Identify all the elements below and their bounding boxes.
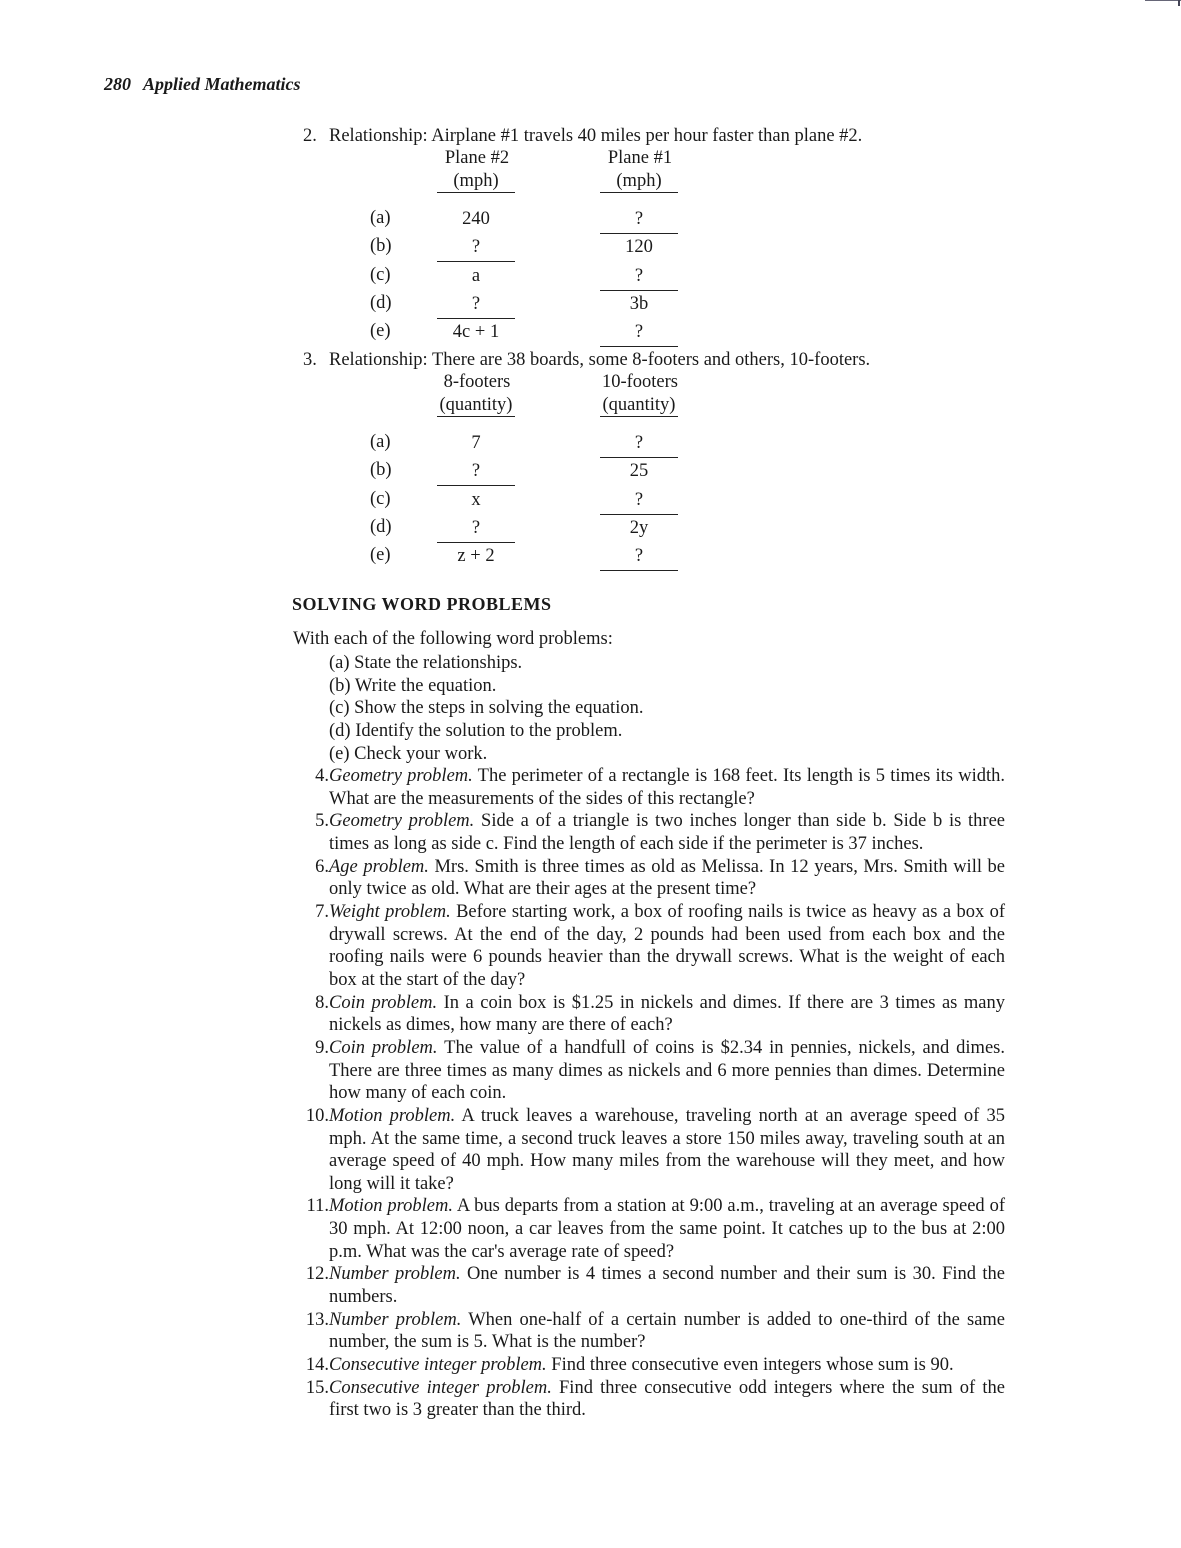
steps-list bbox=[329, 652, 643, 766]
problem-number: 14. bbox=[305, 1355, 329, 1376]
problem-body: Before starting work, a box of roofing nails is twice as heavy as a box of drywall screws. At the end of the day, 2 pounds had been used from each box and the roofing nails were 6 pounds heavier than the drywall screws. What is the weight of each box at the start of the day? bbox=[329, 901, 1005, 990]
column-1-value: 4c + 1 bbox=[452, 322, 500, 343]
problem-type: Weight problem. bbox=[329, 901, 451, 922]
problem-text bbox=[329, 765, 1005, 810]
column-1-value: ? bbox=[437, 517, 515, 543]
problem-text bbox=[329, 901, 1005, 992]
row-label: (a) bbox=[370, 432, 391, 452]
problem-body: Find three consecutive odd integers where the sum of the first two is 3 greater than the third. bbox=[329, 1377, 1005, 1421]
problem-body: Side a of a triangle is two inches longer than side b. Side b is three times as long as side c. Find the length of each side if the perimeter is 37 inches. bbox=[329, 811, 1005, 854]
column-2-value: ? bbox=[600, 208, 678, 234]
problem-text bbox=[329, 1195, 1005, 1263]
column-1-value: ? bbox=[437, 460, 515, 486]
problem-body: Mrs. Smith is three times as old as Melissa. In 12 years, Mrs. Smith will be only twice as old. What are their ages at the present time? bbox=[329, 856, 1005, 900]
problem-text bbox=[329, 992, 1005, 1037]
running-header bbox=[104, 74, 301, 95]
problem-type: Age problem. bbox=[329, 856, 429, 877]
problem-type: Consecutive integer problem. bbox=[329, 1355, 547, 1376]
problem-text bbox=[329, 1354, 1005, 1377]
row-label: (a) bbox=[370, 208, 391, 228]
problem-text bbox=[329, 1263, 1005, 1308]
column-2-unit: (mph) bbox=[600, 171, 678, 193]
column-2-value: ? bbox=[600, 489, 678, 515]
column-2-value: ? bbox=[600, 265, 678, 291]
word-problem-item bbox=[303, 1105, 1005, 1196]
word-problem-item bbox=[303, 1354, 1005, 1377]
column-1-value: 240 bbox=[462, 209, 490, 229]
row-label: (e) bbox=[370, 321, 391, 342]
problem-text bbox=[329, 1377, 1005, 1422]
problem-type: Coin problem. bbox=[329, 1037, 438, 1058]
word-problem-item bbox=[303, 1195, 1005, 1263]
problem-body: In a coin box is $1.25 in nickels and dimes. If there are 3 times as many nickels as dimes, how many are there of each? bbox=[329, 992, 1005, 1036]
column-2-value: ? bbox=[600, 321, 678, 347]
problem-number: 6. bbox=[315, 856, 329, 877]
problem-number: 12. bbox=[305, 1264, 329, 1285]
column-1-value: ? bbox=[437, 293, 515, 319]
column-2-title: Plane #1 bbox=[607, 148, 673, 168]
word-problem-item bbox=[303, 992, 1005, 1037]
scan-edge-mark-tick bbox=[1178, 0, 1180, 6]
problem-number: 13. bbox=[305, 1309, 329, 1330]
problem-type: Coin problem. bbox=[329, 992, 438, 1013]
column-1-unit: (mph) bbox=[437, 171, 515, 193]
problem-text bbox=[329, 810, 1005, 855]
relationship-text: Relationship: There are 38 boards, some 8-footers and others, 10-footers. bbox=[329, 350, 871, 370]
problem-body: Find three consecutive even integers whose sum is 90. bbox=[546, 1355, 954, 1376]
section-heading: SOLVING WORD PROBLEMS bbox=[292, 594, 552, 614]
problem-type: Motion problem. bbox=[329, 1196, 453, 1217]
problem-body: The value of a handfull of coins is $2.34 in pennies, nickels, and dimes. There are three times as many dimes as nickels and 6 more pennies than dimes. Determine how many of each coin. bbox=[329, 1037, 1005, 1104]
book-title: Applied Mathematics bbox=[143, 74, 301, 94]
problem-body: The perimeter of a rectangle is 168 feet. Its length is 5 times its width. What are the measurements of the sides of this rectangle? bbox=[329, 766, 1005, 809]
step-item: (c) Show the steps in solving the equation. bbox=[329, 698, 644, 719]
row-label: (d) bbox=[370, 516, 392, 537]
problem-type: Geometry problem. bbox=[329, 766, 473, 786]
problem-text bbox=[329, 1309, 1005, 1354]
problem-number: 8. bbox=[315, 992, 329, 1013]
word-problem-item bbox=[303, 901, 1005, 992]
word-problem-item bbox=[303, 765, 1005, 810]
column-2-unit: (quantity) bbox=[600, 395, 678, 417]
word-problems-list bbox=[303, 765, 1005, 1422]
word-problem-item bbox=[303, 856, 1005, 901]
column-2-value: ? bbox=[600, 545, 678, 571]
column-2-title: 10-footers bbox=[601, 372, 679, 392]
row-label: (b) bbox=[370, 236, 392, 257]
row-label: (c) bbox=[370, 264, 391, 285]
word-problem-item bbox=[303, 1309, 1005, 1354]
column-2-value: 3b bbox=[629, 293, 649, 314]
page-number: 280 bbox=[104, 74, 131, 94]
problem-type: Motion problem. bbox=[329, 1105, 456, 1126]
problem-body: A truck leaves a warehouse, traveling north at an average speed of 35 mph. At the same time, a second truck leaves a store 150 miles away, traveling south at an average speed of 40 mph. How many miles from the warehouse will they meet, and how long will it take? bbox=[329, 1105, 1005, 1194]
problem-number: 5. bbox=[315, 811, 329, 832]
word-problem-item bbox=[303, 1263, 1005, 1308]
column-1-value: z + 2 bbox=[457, 546, 495, 567]
problem-body: When one-half of a certain number is added to one-third of the same number, the sum is 5. What is the number? bbox=[329, 1309, 1006, 1353]
row-label: (b) bbox=[370, 460, 392, 481]
column-1-value: x bbox=[471, 489, 481, 510]
problem-type: Number problem. bbox=[329, 1264, 461, 1285]
column-2-value: 25 bbox=[629, 461, 649, 482]
step-item: (b) Write the equation. bbox=[329, 675, 497, 696]
problem-number: 3. bbox=[303, 350, 317, 370]
word-problem-item bbox=[303, 1037, 1005, 1105]
row-label: (c) bbox=[370, 488, 391, 509]
problem-number: 4. bbox=[315, 766, 329, 786]
relationship-text: Relationship: Airplane #1 travels 40 miles per hour faster than plane #2. bbox=[329, 126, 863, 146]
row-label: (d) bbox=[370, 292, 392, 313]
scan-edge-mark bbox=[1145, 0, 1181, 1]
problem-number: 11. bbox=[306, 1196, 329, 1217]
word-problem-item bbox=[303, 1377, 1005, 1422]
problem-number: 2. bbox=[303, 126, 317, 146]
problem-text bbox=[329, 1105, 1005, 1196]
step-item: (a) State the relationships. bbox=[329, 653, 523, 673]
column-2-value: ? bbox=[600, 432, 678, 458]
problem-body: A bus departs from a station at 9:00 a.m., traveling at an average speed of 30 mph. At 12:00 noon, a car leaves from the same point. It catches up to the bus at 2:00 p.m. What was the car's average rate of speed? bbox=[329, 1196, 1006, 1262]
problem-type: Geometry problem. bbox=[329, 811, 475, 832]
problem-text bbox=[329, 856, 1005, 901]
column-1-value: ? bbox=[437, 236, 515, 262]
column-1-title: Plane #2 bbox=[444, 148, 510, 168]
column-1-title: 8-footers bbox=[443, 372, 511, 392]
problem-number: 10. bbox=[305, 1105, 329, 1126]
problem-type: Consecutive integer problem. bbox=[329, 1377, 552, 1398]
column-1-value: 7 bbox=[471, 433, 481, 453]
problem-text bbox=[329, 1037, 1005, 1105]
step-item: (d) Identify the solution to the problem. bbox=[329, 721, 623, 742]
problem-body: One number is 4 times a second number and their sum is 30. Find the numbers. bbox=[329, 1264, 1005, 1308]
problem-number: 9. bbox=[315, 1037, 329, 1058]
column-2-value: 120 bbox=[625, 237, 653, 258]
row-label: (e) bbox=[370, 545, 391, 566]
word-problem-item bbox=[303, 810, 1005, 855]
column-1-value: a bbox=[471, 265, 481, 286]
problem-type: Number problem. bbox=[329, 1309, 462, 1330]
section-intro: With each of the following word problems: bbox=[293, 629, 613, 649]
step-item: (e) Check your work. bbox=[329, 743, 488, 764]
problem-number: 15. bbox=[305, 1377, 329, 1398]
column-2-value: 2y bbox=[629, 517, 649, 538]
problem-number: 7. bbox=[315, 901, 329, 922]
column-1-unit: (quantity) bbox=[437, 395, 515, 417]
